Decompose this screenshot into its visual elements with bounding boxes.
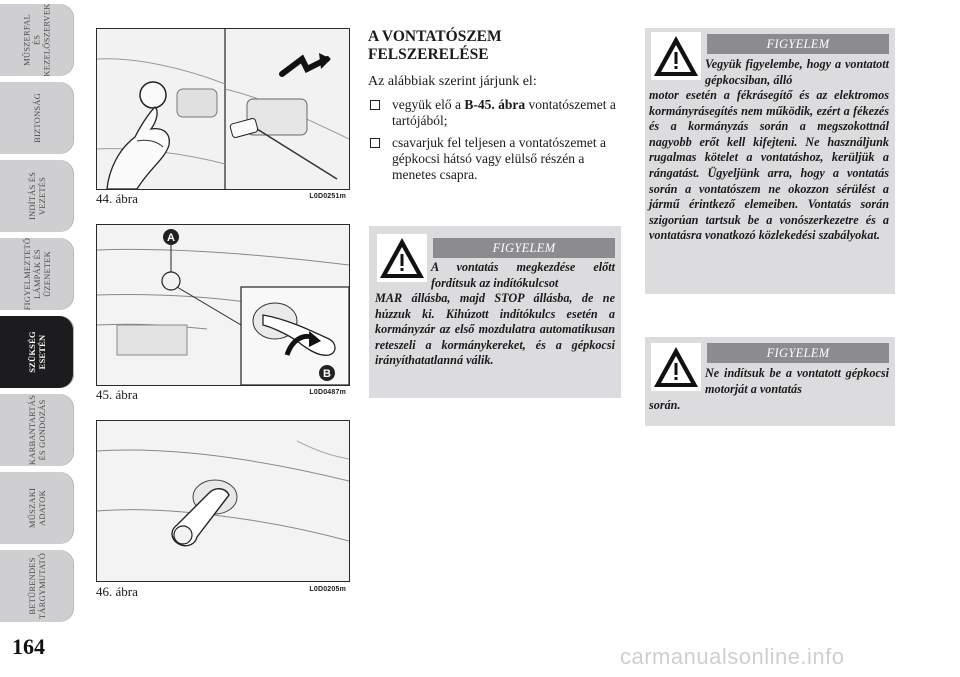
list-item-text: csavarjuk fel teljesen a vontatószemet a gépkocsi hátsó vagy elülső részén a menetes csapra. [392,135,607,182]
chapter-tabs [0,0,80,640]
list-item-text: vegyük elő a [392,97,465,112]
section-intro: Az alábbiak szerint járjunk el: [368,74,537,89]
figure-caption: 46. ábra [96,584,138,599]
tab-targymutato[interactable] [0,550,74,622]
warning-heading: FIGYELEM [433,238,615,258]
tab-biztonsag[interactable] [0,82,74,154]
tab-muszaki-adatok[interactable] [0,472,74,544]
warning-text: során. [649,398,681,412]
warning-triangle-icon [377,234,427,282]
warning-box-towing-key [369,226,621,398]
svg-text:B: B [323,368,331,380]
figure-caption: 45. ábra [96,387,138,402]
figure-44-image [96,28,350,190]
tab-label: BETŰRENDES TÁRGYMUTATÓ [27,552,47,620]
warning-text-indented: Vegyük figyelembe, hogy a vontatott gépkocsiban, álló [705,57,889,87]
section-title-line: A VONTATÓSZEM [368,28,502,45]
tab-label: INDÍTÁS ÉS VEZETÉS [26,171,47,221]
svg-text:A: A [167,232,175,244]
tab-muszerfal[interactable] [0,4,74,76]
tab-label: KARBANTARTÁS ÉS GONDOZÁS [26,394,47,466]
page-number: 164 [12,634,45,659]
figure-caption: 44. ábra [96,191,138,206]
list-item [368,97,620,129]
warning-heading: FIGYELEM [707,34,889,54]
tab-inditas[interactable] [0,160,74,232]
warning-text: MAR állásba, majd STOP állásba, de ne húzzuk ki. Kihúzott indítókulcs esetén a kormányzár az első mozdulatra automatikusan reteszeli a kormánykereket, és a gépkocsi irányíthatatlanná válik. [375,291,615,368]
tab-label: MŰSZAKI ADATOK [27,487,47,529]
warning-triangle-icon [651,32,701,80]
tab-label: FIGYELMEZTETŐ LÁMPÁK ÉS ÜZENETEK [21,237,52,311]
warning-heading: FIGYELEM [707,343,889,363]
checkbox-bullet-icon [370,138,380,148]
tab-label: SZÜKSÉG ESETÉN [27,331,47,373]
figure-45-image [96,224,350,386]
tab-figyelmezteto[interactable] [0,238,74,310]
figure-code: L0D0251m [309,193,346,200]
warning-text-indented: Ne indítsuk be a vontatott gépkocsi motorját a vontatás [705,366,889,396]
warning-text: motor esetén a fékrásegítő és az elektromos kormányrásegítés nem működik, ezért a fékezés és a kormányzás során a megszokottnál nagyobb erőt kell kifejteni. Ne használjunk rugalmas kötelet a vontatáshoz, kerüljük a rángatást. Ügyeljünk arra, hogy a vontatás során a vontatószem ne okozzon sérülést a jármű érintkező elemeiben. Vontatás során szigorúan tartsuk be a vonószerkezetre és a vontatásra vonatkozó közlekedési szabályokat. [649,88,889,243]
warning-text-indented: A vontatás megkezdése előtt fordítsuk az indítókulcsot [431,260,615,290]
section-title [368,28,620,64]
tab-label: BIZTONSÁG [32,93,42,143]
site-watermark: carmanualsonline.info [620,644,845,669]
tab-label: MŰSZERFAL ÉS KEZELŐSZERVEK [22,3,52,77]
tab-karbantartas[interactable] [0,394,74,466]
warning-box-towed-vehicle [645,28,895,294]
list-item-text: vontatószemet a tartójából; [392,97,616,128]
figure-code: L0D0205m [309,586,346,593]
section-title-line: FELSZERELÉSE [368,46,489,63]
section-column [368,28,620,189]
tab-szukseg-eseten[interactable] [0,316,74,388]
figure-reference: B-45. ábra [464,97,526,112]
warning-triangle-icon [651,343,701,391]
checkbox-bullet-icon [370,100,380,110]
warning-box-engine-start [645,337,895,426]
list-item [368,135,620,183]
figure-46-image [96,420,350,582]
figure-code: L0D0487m [309,389,346,396]
